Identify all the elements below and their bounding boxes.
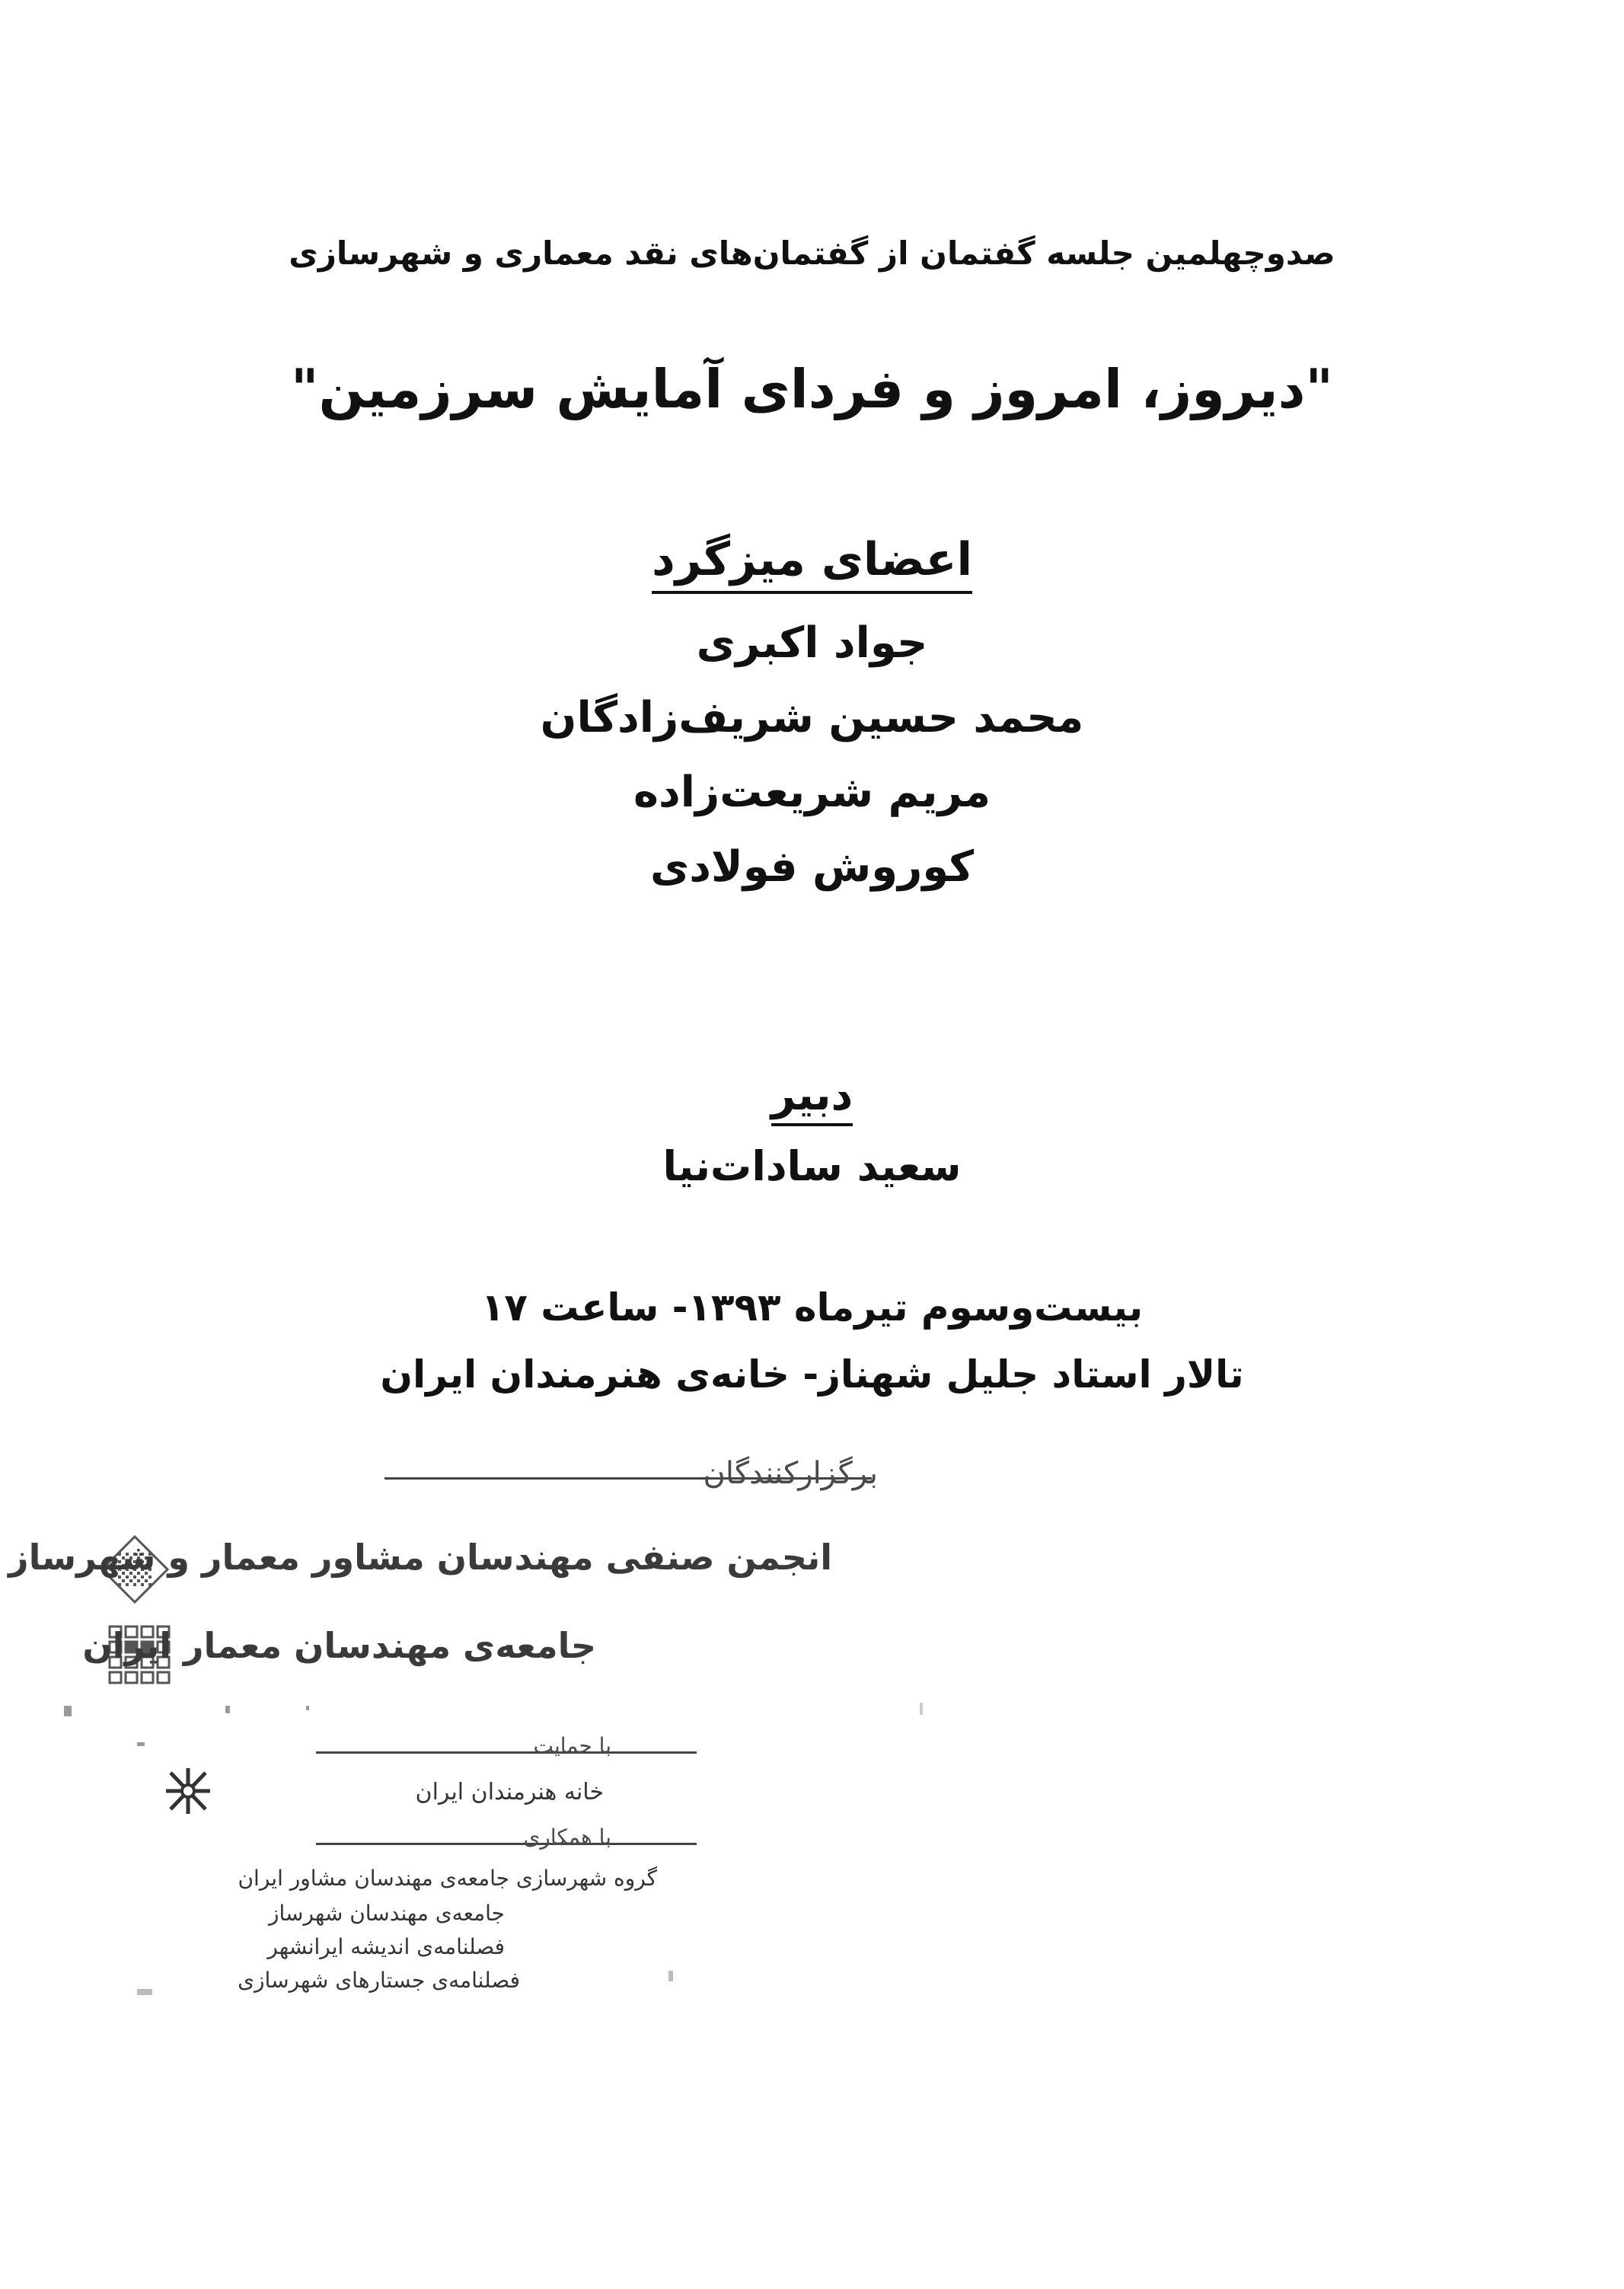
logo-lattice-dot (126, 1583, 129, 1586)
panel-member: جواد اکبری (696, 618, 928, 668)
series-line: صدوچهلمین جلسه گفتمان از گفتمان‌های نقد معماری و شهرسازی (289, 235, 1335, 272)
collaborator-name: جامعه‌ی مهندسان شهرساز (268, 1901, 505, 1926)
moderator-heading (0, 1071, 1624, 1120)
logo-lattice-dot (122, 1579, 125, 1582)
logo-lattice-dot (129, 1579, 132, 1582)
event-location: تالار استاد جلیل شهناز- خانه‌ی هنرمندان ایران (380, 1352, 1244, 1397)
logo-lattice-dot (141, 1583, 144, 1586)
panel-heading-text: اعضای میزگرد (652, 533, 972, 594)
logo-lattice-dot (118, 1583, 121, 1586)
scan-speck (306, 1706, 309, 1710)
scan-speck (225, 1706, 230, 1713)
collaborator-name: گروه شهرسازی جامعه‌ی مهندسان مشاور ایران (238, 1866, 657, 1891)
star-logo-icon (160, 1764, 216, 1818)
logo-lattice-dot (133, 1583, 136, 1586)
collaboration-label: با همکاری (523, 1824, 611, 1850)
logo-grid-cell (126, 1672, 137, 1683)
support-label: با حمایت (533, 1733, 611, 1758)
scan-speck (137, 1742, 145, 1746)
organizer-name: جامعه‌ی مهندسان معمار ایران (82, 1625, 596, 1666)
scan-speck (137, 1989, 152, 1995)
panel-member: محمد حسین شریف‌زادگان (540, 693, 1084, 742)
organizer-name: انجمن صنفی مهندسان مشاور معمار و شهرساز (8, 1537, 832, 1578)
logo-lattice-dot (148, 1583, 152, 1586)
page-title: "دیروز، امروز و فردای آمایش سرزمین" (290, 358, 1334, 420)
panel-heading (0, 533, 1624, 586)
collaborator-name: فصلنامه‌ی جستارهای شهرسازی (238, 1968, 520, 1993)
scan-speck (668, 1971, 673, 1981)
panel-member: مریم شریعت‌زاده (633, 768, 991, 817)
panel-member: کوروش فولادی (649, 842, 975, 892)
collaborator-name: فصلنامه‌ی اندیشه ایرانشهر (267, 1934, 505, 1959)
logo-grid-cell (142, 1672, 153, 1683)
collaboration-divider (316, 1843, 697, 1845)
logo-grid-cell (158, 1672, 169, 1683)
support-organization-name: خانه هنرمندان ایران (415, 1779, 604, 1805)
organizers-label: برگزارکنندگان (703, 1456, 878, 1491)
logo-lattice-dot (145, 1579, 148, 1582)
scan-speck (64, 1706, 72, 1716)
support-divider (316, 1751, 697, 1754)
logo-lattice-dot (137, 1579, 140, 1582)
moderator-heading-text: دبیر (771, 1071, 853, 1126)
scan-speck (920, 1703, 923, 1715)
event-date-time: بیست‌وسوم تیرماه ۱۳۹۳- ساعت ۱۷ (480, 1285, 1144, 1330)
moderator-name: سعید سادات‌نیا (662, 1142, 962, 1190)
logo-grid-cell (110, 1672, 121, 1683)
